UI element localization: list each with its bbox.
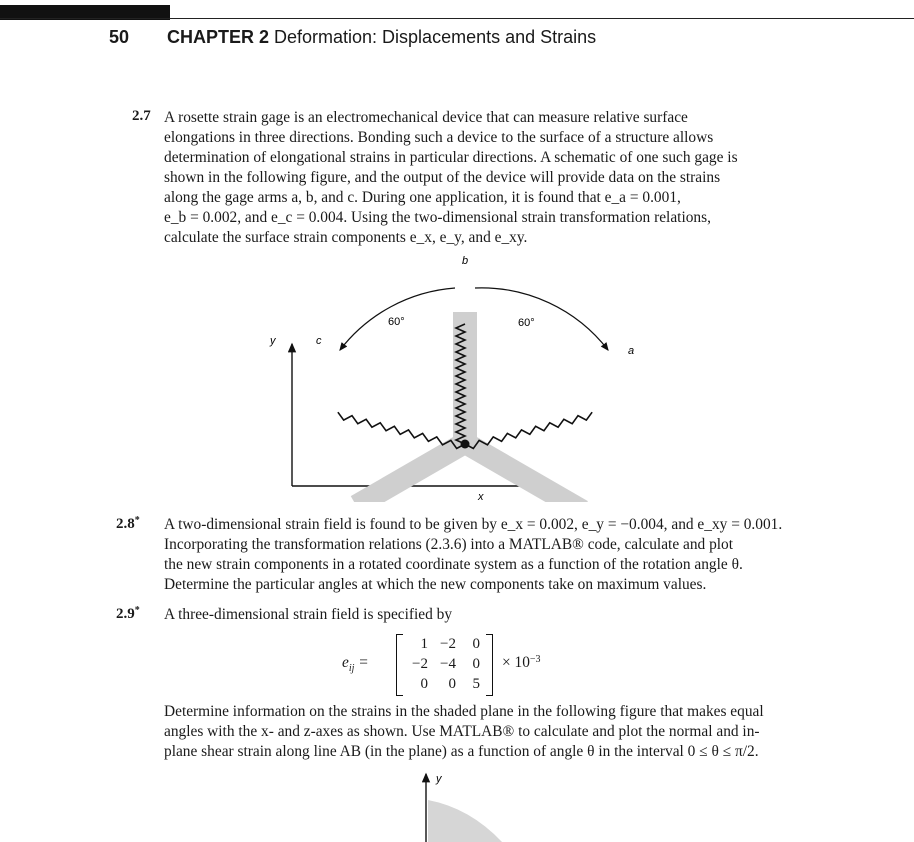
header-rule [0, 18, 914, 19]
problem-2-7-line: along the gage arms a, b, and c. During one application, it is found that e_a = 0.001, [164, 189, 681, 206]
matrix-equals: = [354, 654, 369, 671]
problem-2-9-text [164, 702, 764, 762]
matrix-bracket-right [486, 634, 493, 696]
matrix-cell: 0 [472, 636, 480, 652]
matrix-cell: −4 [440, 656, 456, 672]
problem-2-7-text [164, 108, 738, 248]
problem-2-7-line: calculate the surface strain components e_x, e_y, and e_xy. [164, 229, 528, 246]
y-axis-label: y [270, 335, 276, 347]
problem-2-8-star: * [134, 515, 140, 526]
x-axis-label: x [478, 491, 484, 502]
problem-2-9-line: Determine information on the strains in the shaded plane in the following figure that makes equal [164, 703, 764, 720]
problem-2-9-line: plane shear strain along line AB (in the plane) as a function of angle θ in the interval 0 ≤ θ ≤ π/2. [164, 743, 759, 760]
problem-2-8-line: Determine the particular angles at which the new components take on maximum values. [164, 576, 707, 593]
matrix-cell: −2 [440, 636, 456, 652]
angle-label-left: 60° [388, 316, 405, 328]
problem-2-7-line: e_b = 0.002, and e_c = 0.004. Using the two-dimensional strain transformation relations, [164, 209, 711, 226]
problem-2-7-line: elongations in three directions. Bonding such a device to the surface of a structure allows [164, 129, 714, 146]
problem-2-7-line: shown in the following figure, and the output of the device will provide data on the strains [164, 169, 721, 186]
matrix-label-symbol: e [342, 654, 349, 671]
problem-2-8-line: the new strain components in a rotated coordinate system as a function of the rotation angle θ. [164, 556, 743, 573]
gage-center-dot [461, 440, 470, 449]
angle-label-right: 60° [518, 317, 535, 329]
problem-2-9-number [116, 605, 140, 623]
problem-2-8-line: Incorporating the transformation relations (2.3.6) into a MATLAB® code, calculate and plot [164, 536, 734, 553]
matrix-label [342, 654, 369, 674]
problem-2-8-number-text: 2.8 [116, 516, 135, 532]
problem-2-9-line: angles with the x- and z-axes as shown. Use MATLAB® to calculate and plot the normal and in- [164, 723, 760, 740]
problem-2-8-text [164, 515, 782, 595]
matrix-label-subscript: ij [348, 663, 355, 675]
problem-2-7-line: determination of elongational strains in particular directions. A schematic of one such gage is [164, 149, 738, 166]
problem-2-9-intro: A three-dimensional strain field is specified by [164, 606, 453, 623]
matrix-scale-exponent: −3 [529, 654, 541, 665]
chapter-title: Deformation: Displacements and Strains [274, 27, 597, 47]
matrix-cell: 5 [472, 676, 480, 692]
problem-2-9-star: * [134, 605, 140, 616]
page-number: 50 [109, 27, 130, 47]
problem-2-8-number [116, 515, 140, 533]
problem-2-7-number: 2.7 [132, 108, 151, 124]
matrix-scale-times: × 10 [502, 654, 530, 671]
problem-2-9-number-text: 2.9 [116, 606, 135, 622]
angle-arc-right [475, 288, 608, 350]
matrix-scale-factor [502, 654, 541, 672]
gage-label-c: c [316, 335, 322, 347]
bottom-figure-y-label: y [436, 773, 442, 785]
rosette-strain-gage-figure [260, 252, 640, 502]
matrix-cell: −2 [412, 656, 428, 672]
matrix-cell: 1 [420, 636, 428, 652]
shaded-plane [428, 800, 502, 842]
matrix-cell: 0 [448, 676, 456, 692]
gage-label-b: b [462, 255, 469, 267]
gage-label-a: a [628, 345, 635, 357]
problem-2-7-line: A rosette strain gage is an electromechanical device that can measure relative surface [164, 109, 688, 126]
chapter-label: CHAPTER 2 [167, 27, 270, 47]
problem-2-8-line: A two-dimensional strain field is found to be given by e_x = 0.002, e_y = −0.004, and e_xy = 0.001. [164, 516, 783, 533]
matrix-cell: 0 [472, 656, 480, 672]
shaded-plane-figure [390, 768, 530, 842]
matrix-cell: 0 [420, 676, 428, 692]
